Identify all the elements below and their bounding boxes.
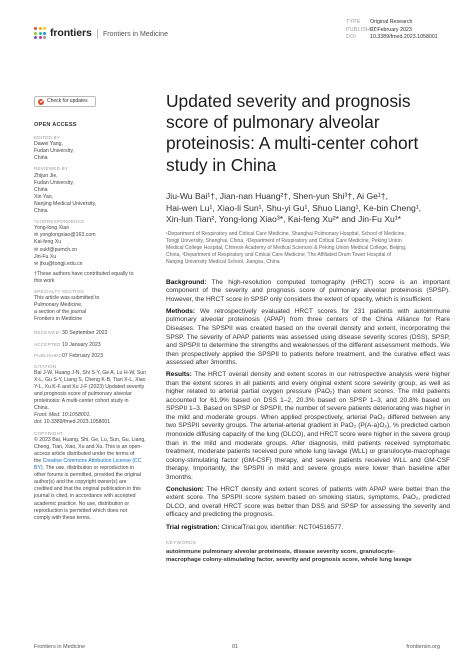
abstract-text: The HRCT density and extent scores of patients with APAP were better than the extent score. The SPSPII score system based on smoking status, symptoms, PaO₂, predicted DLCO, and overall HRCT score was better than DSS and SPSP for assessing the severity and efficacy and predicting the prognosis. xyxy=(166,485,450,519)
contrib-note-text: †These authors have contributed equally to this work xyxy=(34,270,134,284)
open-access-label: OPEN ACCESS xyxy=(34,122,77,128)
abstract-methods xyxy=(166,308,450,368)
meta-key: TYPE xyxy=(346,19,361,25)
meta-doi[interactable] xyxy=(346,34,438,42)
citation-line: and prognosis score of pulmonary alveolar xyxy=(34,391,132,398)
copyright-text: the xyxy=(34,457,43,464)
cc-license-link[interactable]: BY) xyxy=(34,465,43,472)
citation-line: X-L, Gu S-Y, Liang S, Cheng K-B, Tian X-L, Xiao xyxy=(34,376,146,383)
correspondent-name: Jin-Fu Xu xyxy=(34,253,57,260)
correspondence-section xyxy=(34,218,138,268)
date-accepted xyxy=(34,338,138,349)
date-key: PUBLISHED xyxy=(34,352,62,358)
date-value: 19 January 2023 xyxy=(62,341,101,348)
section-label: REVIEWED BY xyxy=(34,166,69,172)
editor-line: Fudan University, xyxy=(34,148,74,155)
affiliation-line: Tongji University, Shanghai, China, ²Department of Respiratory and Critical Care Medicine, Peking Union xyxy=(166,238,402,245)
specialty-line: a section of the journal xyxy=(34,309,87,316)
checkmark-icon xyxy=(38,99,44,105)
abstract xyxy=(166,279,450,532)
date-value: 07 February 2023 xyxy=(62,352,103,359)
citation-line: Y-L, Xu K-F and Xu J-F (2023) Updated severity xyxy=(34,384,145,390)
abstract-label: Methods: xyxy=(166,307,196,315)
logo-text: frontiers xyxy=(50,27,92,39)
article-meta xyxy=(346,19,438,42)
date-value: 30 September 2022 xyxy=(62,330,108,337)
meta-key: DOI xyxy=(346,34,357,40)
title-line: Updated severity and prognosis xyxy=(166,91,411,111)
dates-section xyxy=(34,326,138,359)
reviewer-line: Xin Yao, xyxy=(34,193,54,200)
copyright-line: other forums is permitted, provided the original xyxy=(34,472,141,479)
copyright-line xyxy=(34,457,142,465)
specialty-section xyxy=(34,288,138,323)
copyright-line: journal is cited, in accordance with accepted xyxy=(34,493,136,500)
section-label: *CORRESPONDENCE xyxy=(34,219,85,225)
article-title xyxy=(166,91,450,176)
section-label: EDITED BY xyxy=(34,135,61,141)
editor-line: Dawei Yang, xyxy=(34,141,63,148)
title-line: study in China xyxy=(166,154,277,175)
meta-value[interactable]: 10.3389/fmed.2023.1058001 xyxy=(370,34,438,40)
frontiers-logo-icon xyxy=(34,27,46,39)
citation-doi[interactable]: doi: 10.3389/fmed.2023.1058001 xyxy=(34,419,111,426)
abstract-text: ClinicalTrial.gov, identifier: NCT04516577. xyxy=(221,523,344,531)
editor-line: China xyxy=(34,155,48,162)
cc-license-link[interactable]: Creative Commons Attribution License (CC xyxy=(42,457,142,464)
meta-key: PUBLISHED xyxy=(346,26,378,33)
reviewer-line: Fudan University, xyxy=(34,179,74,186)
edited-by-section xyxy=(34,134,138,162)
page-number: 01 xyxy=(232,644,239,650)
reviewer-line: Nanjing Medical University, xyxy=(34,200,97,207)
citation-line: proteinosis: A multi-center cohort study in xyxy=(34,398,129,405)
copyright-line: credited and that the original publication in this xyxy=(34,486,141,493)
copyright-line xyxy=(34,465,138,472)
reviewer-line: China xyxy=(34,186,48,193)
citation-line: Front. Med. 10:1058001. xyxy=(34,412,91,419)
copyright-line: academic practice. No use, distribution or xyxy=(34,500,130,507)
copyright-section xyxy=(34,430,146,522)
specialty-line: Pulmonary Medicine, xyxy=(34,302,83,309)
abstract-background xyxy=(166,279,450,305)
check-updates-label: Check for updates xyxy=(47,97,88,104)
reviewed-by-section xyxy=(34,165,138,215)
abstract-label: Conclusion: xyxy=(166,485,204,493)
affiliation-line: China, ³Department of Respiratory and Critical Care Medicine, The Affiliated Drum Tower Hospital of xyxy=(166,251,392,258)
affiliations xyxy=(166,231,450,266)
author-list xyxy=(166,191,450,226)
article-main xyxy=(166,91,450,564)
meta-value: 07 February 2023 xyxy=(370,26,412,33)
abstract-text: The high-resolution computed tomography (HRCT) score is an important component of the severity and prognosis score of pulmonary alveolar proteinosis (SPSP). However, the HRCT score in SPSP only considers the extent of opacity, which is insufficient. xyxy=(166,278,450,303)
page-header xyxy=(0,0,474,62)
abstract-text: We retrospectively evaluated HRCT scores for 231 patients with autoimmune pulmonary alveolar proteinosis (APAP) from three centers of the China Alliance for Rare Diseases. The SPSPII was created based on the overall density and extent, incorporating the SPSP. The severity of APAP patients was assessed using disease severity scores (DSS), SPSP, and SPSPII to determine the strengths and weaknesses of the different assessment methods. We then prospectively applied the SPSPII to patients before treatment, and the curative effect was assessed after 3months. xyxy=(166,307,450,367)
title-line: score of pulmonary alveolar xyxy=(166,112,380,133)
citation-line: China. xyxy=(34,405,49,412)
section-label: CITATION xyxy=(34,363,57,369)
author-line: Hai-wen Lu¹, Xiao-li Sun¹, Shu-yi Gu¹, Shuo Liang¹, Ke-bin Cheng¹, xyxy=(166,202,422,213)
footer-journal[interactable]: Frontiers in Medicine xyxy=(34,644,86,650)
citation-line: Bai J-W, Huang J-N, Shi S-Y, Ge A, Lu H-W, Sun xyxy=(34,369,147,376)
abstract-text: The HRCT overall density and extent scores in our retrospective analysis were higher than the extent scores in all patients and every original extent score severity group, as well as higher related to arterial partial oxygen pressure (PaO₂) than extent scores. The mild patients accounted for 61.9% based on DSS 1–2, 20.3% based on SPSP 1–3, and 20.8% based on SPSPII 1–3. Based on SPSP or SPSPII, the number of severe patients deteriorating was higher in the mild and moderate groups. When applied prospectively, arterial PaO₂ differed between any two SPSPII severity groups. The arterial-arterial gradient in PaO₂ (P(A-a)O₂), % predicted carbon monoxide diffusing capacity of the lung (DLCO), and HRCT score were higher in the severe group than in the mild and moderate groups. After diagnosis, mild patients received symptomatic treatment, moderate patients received pure whole lung lavage (WLL) or granulocyte-macrophage colony-stimulating factor (GM-CSF) therapy, and severe patients received WLL and GM-CSF therapy. Importantly, the SPSPII in mild and severe groups were lower than baseline after 3months. xyxy=(166,371,450,481)
affiliation-line: ¹Department of Respiratory and Critical Care Medicine, Shanghai Pulmonary Hospital, School of Medicine, xyxy=(166,231,406,238)
copyright-line: Cheng, Tian, Xiao, Xu and Xu. This is an open- xyxy=(34,443,143,450)
date-published xyxy=(34,349,138,360)
keywords-line: macrophage colony-stimulating factor, severity and prognosis score, whole lung lavage xyxy=(166,557,412,564)
journal-label: Frontiers in Medicine xyxy=(103,30,168,38)
date-key: ACCEPTED xyxy=(34,341,61,347)
reviewer-line: Zhijun Jie, xyxy=(34,172,58,179)
affiliation-line: Nanjing University Medical School, Jiangsu, China xyxy=(166,258,280,265)
frontiers-logo[interactable] xyxy=(34,27,92,39)
abstract-trial-registration xyxy=(166,524,450,533)
copyright-text: . The use, distribution or reproduction in xyxy=(42,465,134,472)
copyright-line: reproduction is permitted which does not xyxy=(34,507,128,514)
copyright-line: comply with these terms. xyxy=(34,514,92,521)
author-line: Xin-lun Tian², Yong-long Xiao³*, Kai-feng Xu²* and Jin-Fu Xu¹* xyxy=(166,214,402,225)
section-label: COPYRIGHT xyxy=(34,430,64,436)
abstract-label: Trial registration: xyxy=(166,523,220,531)
sidebar xyxy=(34,96,147,525)
affiliation-line: Medical College Hospital, Chinese Academy of Medical Sciences & Peking Union Medical College, Beijing, xyxy=(166,245,407,252)
meta-type xyxy=(346,19,438,27)
abstract-label: Background: xyxy=(166,278,207,286)
author-line: Jiu-Wu Bai¹†, Jian-nan Huang²†, Shen-yun Shi³†, Ai Ge¹†, xyxy=(166,190,388,201)
section-label: SPECIALTY SECTION xyxy=(34,288,84,294)
correspondent-email[interactable]: ✉ xukf@pumch.cn xyxy=(34,246,78,253)
date-key: RECEIVED xyxy=(34,330,60,336)
journal-name[interactable] xyxy=(97,29,168,39)
title-line: proteinosis: A multi-center cohort xyxy=(166,133,419,154)
correspondent-email[interactable]: ✉ jfxu@tongji.edu.cn xyxy=(34,260,83,267)
correspondent-email[interactable]: ✉ yonglongxiao@163.com xyxy=(34,232,96,239)
meta-published xyxy=(346,27,438,35)
abstract-conclusion xyxy=(166,486,450,520)
check-for-updates-button[interactable] xyxy=(34,96,96,107)
date-received xyxy=(34,326,138,337)
abstract-results xyxy=(166,371,450,482)
keywords-section xyxy=(166,540,450,564)
copyright-line: © 2023 Bai, Huang, Shi, Ge, Lu, Sun, Gu, Liang, xyxy=(34,436,146,443)
specialty-line: Frontiers in Medicine xyxy=(34,316,83,323)
citation-section xyxy=(34,363,147,427)
footer-site-link[interactable]: frontiersin.org xyxy=(406,644,440,650)
abstract-label: Results: xyxy=(166,371,192,379)
correspondent-name: Kai-feng Xu xyxy=(34,239,62,246)
contribution-note xyxy=(34,271,138,285)
keywords-label: KEYWORDS xyxy=(166,541,197,547)
correspondent-name: Yong-long Xiao xyxy=(34,225,69,232)
keywords-line: autoimmune pulmonary alveolar proteinosis, disease severity score, granulocyte- xyxy=(166,549,395,556)
header-divider xyxy=(97,29,98,39)
copyright-line: author(s) and the copyright owner(s) are xyxy=(34,479,127,486)
specialty-line: This article was submitted to xyxy=(34,295,100,302)
copyright-line: access article distributed under the terms of xyxy=(34,450,135,457)
meta-value: Original Research xyxy=(370,19,413,25)
reviewer-line: China xyxy=(34,208,48,215)
